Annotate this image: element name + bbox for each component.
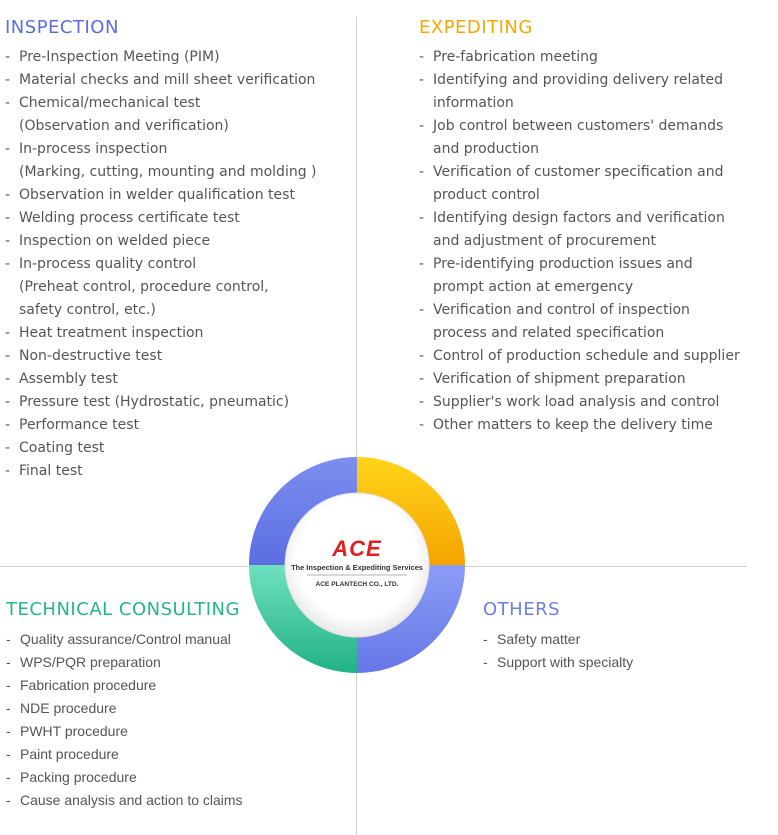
list-item: - Heat treatment inspection bbox=[5, 322, 317, 345]
horizontal-divider-right bbox=[465, 566, 747, 567]
list-item: - Pre-fabrication meeting bbox=[419, 46, 740, 69]
inspection-title: INSPECTION bbox=[5, 17, 119, 38]
list-item: - Support with specialty bbox=[483, 651, 633, 674]
technical-consulting-title: TECHNICAL CONSULTING bbox=[6, 599, 240, 620]
list-item: - Verification of customer specification and product control bbox=[419, 161, 740, 207]
horizontal-divider-left bbox=[0, 566, 249, 567]
list-item: - Pressure test (Hydrostatic, pneumatic) bbox=[5, 391, 317, 414]
others-list bbox=[483, 628, 633, 674]
list-item: - Non-destructive test bbox=[5, 345, 317, 368]
list-item: - WPS/PQR preparation bbox=[6, 651, 243, 674]
list-item: - Coating test bbox=[5, 437, 317, 460]
list-item: - Supplier's work load analysis and control bbox=[419, 391, 740, 414]
list-item: - Assembly test bbox=[5, 368, 317, 391]
list-item: - Pre-Inspection Meeting (PIM) bbox=[5, 46, 317, 69]
expediting-list bbox=[419, 46, 740, 437]
list-item: - Material checks and mill sheet verification bbox=[5, 69, 317, 92]
list-item: - Quality assurance/Control manual bbox=[6, 628, 243, 651]
inspection-list bbox=[5, 46, 317, 483]
list-item: - Observation in welder qualification test bbox=[5, 184, 317, 207]
technical-consulting-section bbox=[6, 599, 243, 812]
list-item: - Cause analysis and action to claims bbox=[6, 789, 243, 812]
list-item: - NDE procedure bbox=[6, 697, 243, 720]
list-item: - Identifying design factors and verification and adjustment of procurement bbox=[419, 207, 740, 253]
list-item: - Verification of shipment preparation bbox=[419, 368, 740, 391]
list-item: - Pre-identifying production issues and prompt action at emergency bbox=[419, 253, 740, 299]
list-item: - Safety matter bbox=[483, 628, 633, 651]
logo-tagline: The Inspection & Expediting Services bbox=[291, 563, 423, 572]
expediting-section bbox=[419, 17, 740, 437]
list-item: - Paint procedure bbox=[6, 743, 243, 766]
others-section bbox=[483, 599, 633, 674]
list-item: - Other matters to keep the delivery time bbox=[419, 414, 740, 437]
others-title: OTHERS bbox=[483, 599, 561, 620]
logo-company: ACE PLANTECH CO., LTD. bbox=[315, 581, 399, 588]
technical-consulting-list bbox=[6, 628, 243, 812]
center-ring-graphic bbox=[249, 457, 465, 673]
list-item: - Verification and control of inspection process and related specification bbox=[419, 299, 740, 345]
expediting-title: EXPEDITING bbox=[419, 17, 533, 38]
list-item: - Job control between customers' demands and production bbox=[419, 115, 740, 161]
list-item: - Performance test bbox=[5, 414, 317, 437]
inspection-section bbox=[5, 17, 317, 483]
list-item: - In-process quality control (Preheat control, procedure control, safety control, etc.) bbox=[5, 253, 317, 322]
list-item: - Inspection on welded piece bbox=[5, 230, 317, 253]
list-item: - Fabrication procedure bbox=[6, 674, 243, 697]
vertical-divider-top bbox=[356, 17, 357, 457]
list-item: - Welding process certificate test bbox=[5, 207, 317, 230]
vertical-divider-bottom bbox=[356, 673, 357, 835]
logo-brand: ACE bbox=[332, 536, 382, 561]
list-item: - Final test bbox=[5, 460, 317, 483]
list-item: - Control of production schedule and supplier bbox=[419, 345, 740, 368]
list-item: - Chemical/mechanical test (Observation and verification) bbox=[5, 92, 317, 138]
list-item: - PWHT procedure bbox=[6, 720, 243, 743]
list-item: - In-process inspection (Marking, cutting, mounting and molding ) bbox=[5, 138, 317, 184]
list-item: - Identifying and providing delivery related information bbox=[419, 69, 740, 115]
list-item: - Packing procedure bbox=[6, 766, 243, 789]
